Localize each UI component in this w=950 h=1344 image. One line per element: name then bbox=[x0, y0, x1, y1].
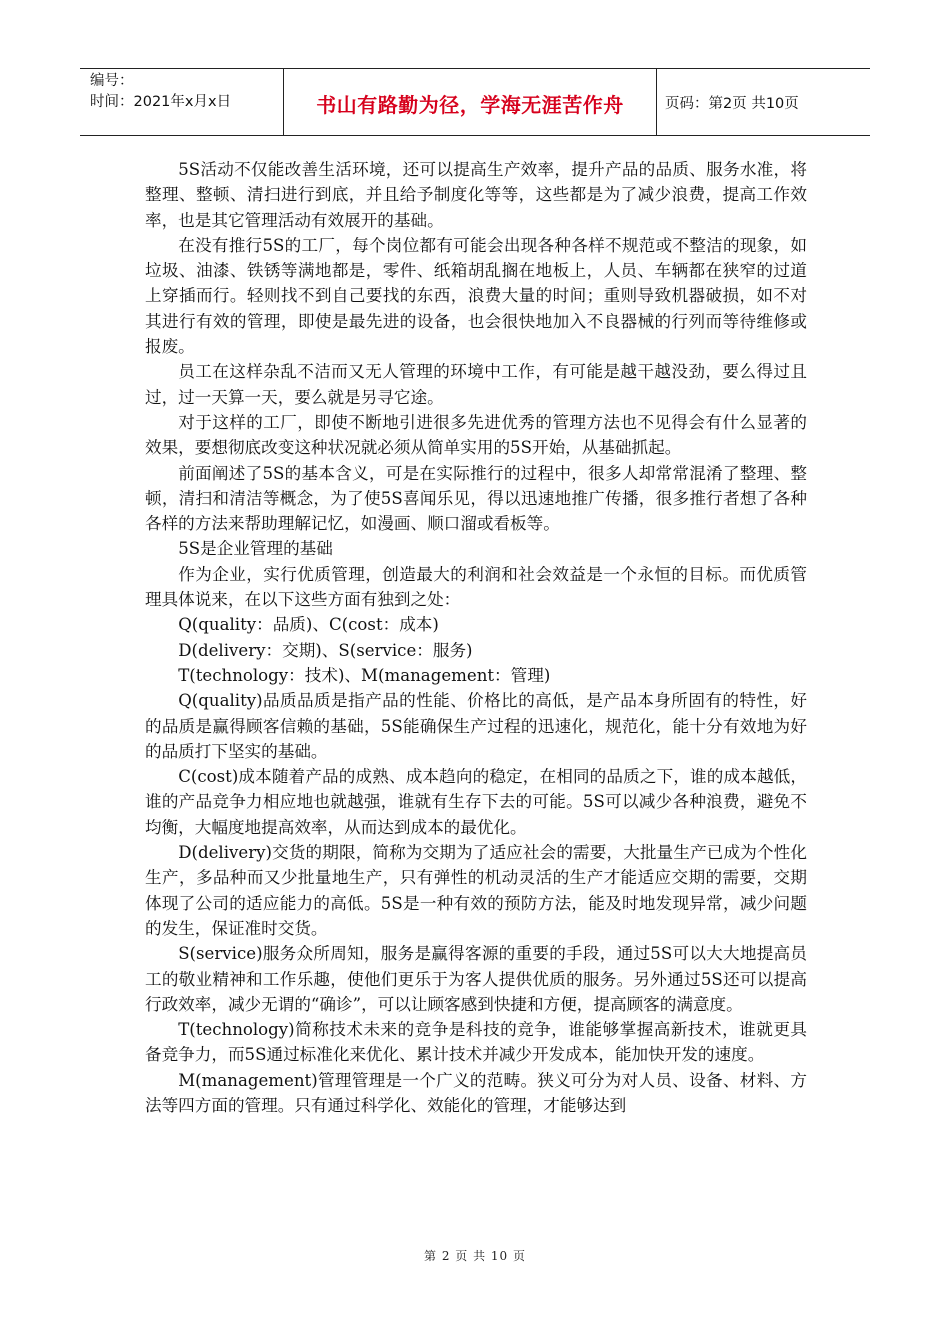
header-meta bbox=[80, 69, 283, 135]
list-line: Q(quality：品质)、C(cost：成本) bbox=[178, 615, 439, 635]
paragraph: 前面阐述了5S的基本含义，可是在实际推行的过程中，很多人却常常混淆了整理、整顿，清扫和清洁等概念，为了使5S喜闻乐见，得以迅速地推广传播，很多推行者想了各种各样的方法来帮助理解记忆，如漫画、顺口溜或看板等。 bbox=[145, 463, 807, 534]
paragraph: Q(quality)品质品质是指产品的性能、价格比的高低，是产品本身所固有的特性，好的品质是赢得顾客信赖的基础，5S能确保生产过程的迅速化，规范化，能十分有效地为好的品质打下坚实的基础。 bbox=[145, 691, 807, 761]
document-body bbox=[145, 157, 807, 1118]
paragraph: 5S活动不仅能改善生活环境，还可以提高生产效率，提升产品的品质、服务水准，将整理、整顿、清扫进行到底，并且给予制度化等等，这些都是为了减少浪费，提高工作效率，也是其它管理活动有效展开的基础。 bbox=[145, 160, 807, 230]
paragraph: T(technology)简称技术未来的竞争是科技的竞争，谁能够掌握高新技术，谁就更具备竞争力，而5S通过标准化来优化、累计技术并减少开发成本，能加快开发的速度。 bbox=[145, 1020, 807, 1065]
list-line: T(technology：技术)、M(management：管理) bbox=[178, 665, 551, 685]
time-label: 时间：2021年x月x日 bbox=[90, 94, 232, 110]
paragraph: 在没有推行5S的工厂，每个岗位都有可能会出现各种各样不规范或不整洁的现象，如垃圾、油漆、铁锈等满地都是，零件、纸箱胡乱搁在地板上，人员、车辆都在狭窄的过道上穿插而行。轻则找不到自己要找的东西，浪费大量的时间；重则导致机器破损，如不对其进行有效的管理，即使是最先进的设备，也会很快地加入不良器械的行列而等待维修或报废。 bbox=[145, 235, 807, 357]
list-line: D(delivery：交期)、S(service：服务) bbox=[178, 640, 473, 660]
paragraph: M(management)管理管理是一个广义的范畴。狭义可分为对人员、设备、材料、方法等四方面的管理。只有通过科学化、效能化的管理，才能够达到 bbox=[145, 1070, 807, 1115]
header-table bbox=[80, 68, 870, 136]
page-footer: 第 2 页 共 10 页 bbox=[424, 1249, 526, 1263]
section-heading: 5S是企业管理的基础 bbox=[178, 539, 333, 559]
number-label: 编号： bbox=[90, 73, 134, 89]
paragraph: C(cost)成本随着产品的成熟、成本趋向的稳定，在相同的品质之下，谁的成本越低，谁的产品竞争力相应地也就越强，谁就有生存下去的可能。5S可以减少各种浪费，避免不均衡，大幅度地提高效率，从而达到成本的最优化。 bbox=[145, 767, 807, 837]
paragraph: 对于这样的工厂，即使不断地引进很多先进优秀的管理方法也不见得会有什么显著的效果，要想彻底改变这种状况就必须从简单实用的5S开始，从基础抓起。 bbox=[145, 412, 807, 458]
header-page-cell bbox=[657, 69, 870, 135]
paragraph: 员工在这样杂乱不洁而又无人管理的环境中工作，有可能是越干越没劲，要么得过且过，过一天算一天，要么就是另寻它途。 bbox=[145, 362, 807, 407]
header-motto-cell bbox=[283, 69, 657, 135]
paragraph: 作为企业，实行优质管理，创造最大的利润和社会效益是一个永恒的目标。而优质管理具体说来，在以下这些方面有独到之处： bbox=[145, 564, 807, 610]
page-label: 页码：第2页 共10页 bbox=[665, 95, 799, 112]
paragraph: D(delivery)交货的期限，简称为交期为了适应社会的需要，大批量生产已成为个性化生产，多品种而又少批量地生产，只有弹性的机动灵活的生产才能适应交期的需要，交期体现了公司的适应能力的高低。5S是一种有效的预防方法，能及时地发现异常，减少问题的发生，保证准时交货。 bbox=[145, 843, 807, 938]
motto-text: 书山有路勤为径，学海无涯苦作舟 bbox=[316, 92, 624, 117]
paragraph: S(service)服务众所周知，服务是赢得客源的重要的手段，通过5S可以大大地提高员工的敬业精神和工作乐趣，使他们更乐于为客人提供优质的服务。另外通过5S还可以提高行政效率，减少无谓的“确诊”，可以让顾客感到快捷和方便，提高顾客的满意度。 bbox=[145, 944, 807, 1014]
